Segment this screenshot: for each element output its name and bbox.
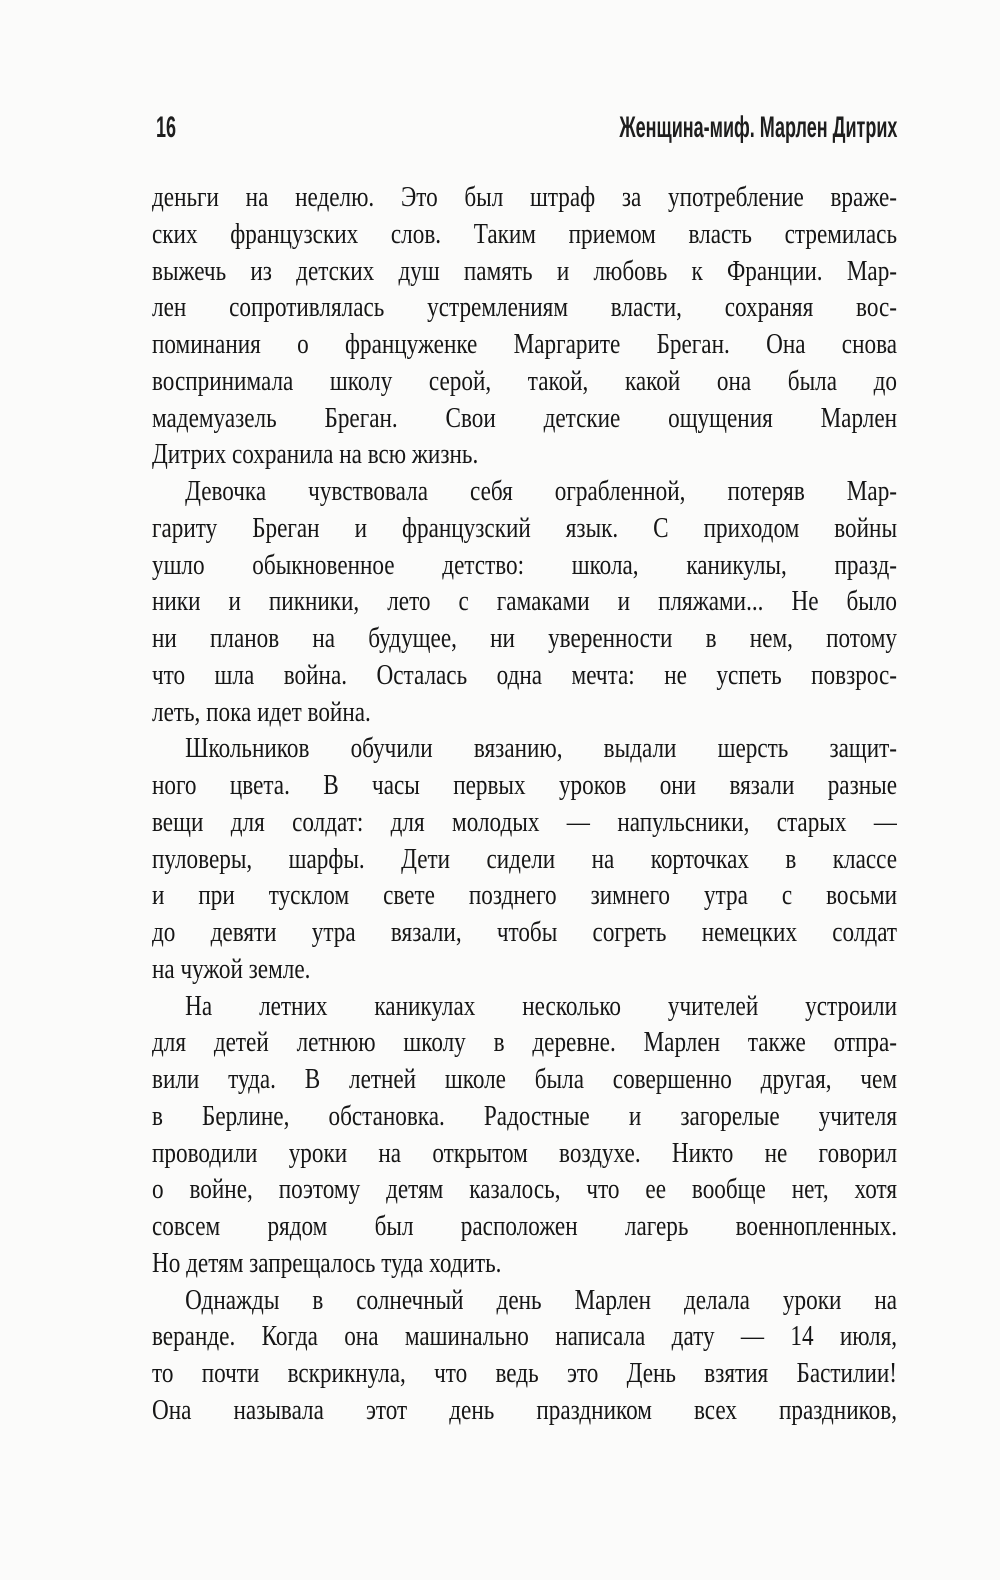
page-number: 16 xyxy=(156,111,177,144)
text-line: ских французских слов. Таким приемом власть стремилась xyxy=(152,218,898,250)
text-line: мадемуазель Бреган. Свои детские ощущения Марлен xyxy=(152,402,898,434)
text-line: что шла война. Осталась одна мечта: не успеть повзрос- xyxy=(152,659,898,691)
text-line: Однажды в солнечный день Марлен делала уроки на xyxy=(185,1284,898,1316)
text-line: гариту Бреган и французский язык. С приходом войны xyxy=(152,512,898,544)
text-line: для детей летнюю школу в деревне. Марлен также отпра- xyxy=(152,1027,898,1059)
text-line: пуловеры, шарфы. Дети сидели на корточках в классе xyxy=(152,843,898,875)
text-line: на чужой земле. xyxy=(152,953,311,985)
text-line: до девяти утра вязали, чтобы согреть немецких солдат xyxy=(152,917,898,948)
text-line: Дитрих сохранила на всю жизнь. xyxy=(152,439,479,471)
body-text xyxy=(152,180,897,1430)
text-line: ники и пикники, лето с гамаками и пляжами... Не было xyxy=(152,586,898,618)
text-line: Но детям запрещалось туда ходить. xyxy=(152,1247,502,1279)
text-line: выжечь из детских душ память и любовь к Франции. Мар- xyxy=(152,255,898,287)
text-line: леть, пока идет война. xyxy=(152,696,371,728)
text-line: Школьников обучили вязанию, выдали шерсть защит- xyxy=(185,733,898,765)
text-line: лен сопротивлялась устремлениям власти, сохраняя вос- xyxy=(152,292,898,324)
text-line: совсем рядом был расположен лагерь военнопленных. xyxy=(152,1211,898,1242)
text-line: воспринимала школу серой, такой, какой она была до xyxy=(152,365,898,397)
text-line: о войне, поэтому детям казалось, что ее вообще нет, хотя xyxy=(152,1174,898,1206)
text-line: в Берлине, обстановка. Радостные и загорелые учителя xyxy=(152,1100,898,1132)
text-line: поминания о француженке Маргарите Бреган. Она снова xyxy=(152,329,898,360)
text-line: проводили уроки на открытом воздухе. Никто не говорил xyxy=(152,1137,898,1169)
text-line: то почти вскрикнула, что ведь это День взятия Бастилии! xyxy=(152,1358,898,1389)
text-line: ни планов на будущее, ни уверенности в нем, потому xyxy=(152,623,898,654)
text-line: вещи для солдат: для молодых — напульсники, старых — xyxy=(152,806,898,838)
text-line: веранде. Когда она машинально написала дату — 14 июля, xyxy=(152,1321,898,1353)
running-title: Женщина-миф. Марлен Дитрих xyxy=(618,111,897,144)
text-line: вили туда. В летней школе была совершенно другая, чем xyxy=(152,1064,898,1095)
text-line: и при тусклом свете позднего зимнего утра с восьми xyxy=(152,880,898,912)
text-line: Девочка чувствовала себя ограбленной, потеряв Мар- xyxy=(185,476,898,507)
text-line: ного цвета. В часы первых уроков они вязали разные xyxy=(152,770,898,801)
text-line: Она называла этот день праздником всех праздников, xyxy=(152,1394,898,1426)
text-line: На летних каникулах несколько учителей устроили xyxy=(185,990,898,1022)
text-line: ушло обыкновенное детство: школа, каникулы, празд- xyxy=(152,549,898,581)
text-line: деньги на неделю. Это был штраф за употребление враже- xyxy=(152,182,898,213)
